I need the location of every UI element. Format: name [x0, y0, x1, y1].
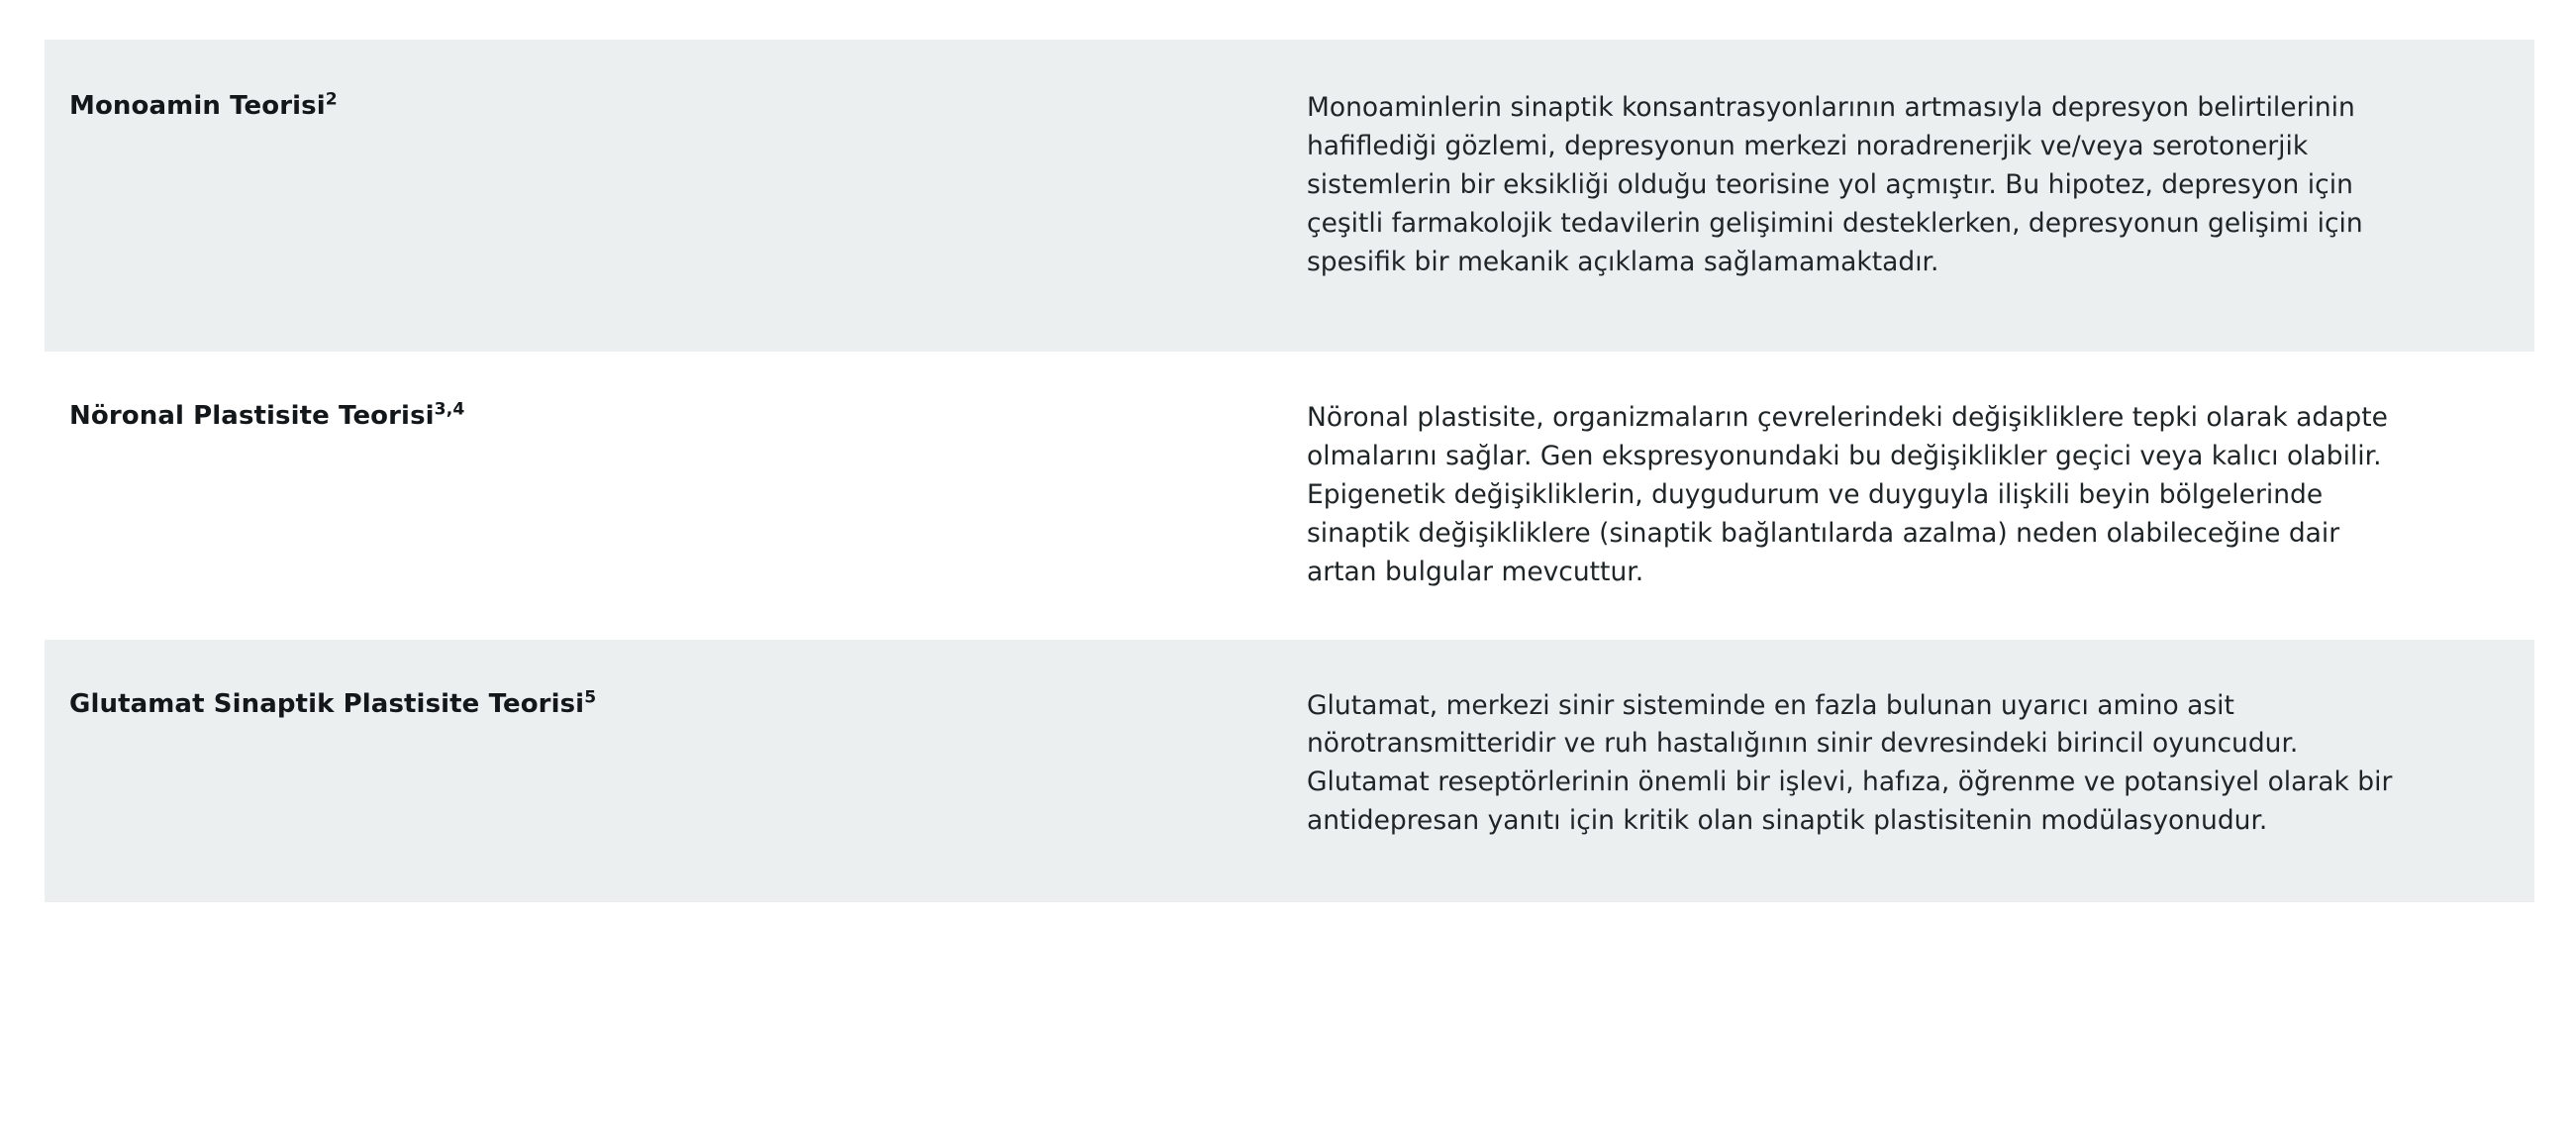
term-superscript: 5	[584, 686, 597, 707]
table-cell-term	[45, 40, 1307, 193]
term-superscript: 2	[325, 89, 338, 110]
table-cell-description: Monoaminlerin sinaptik konsantrasyonlarının artmasıyla depresyon belirtilerinin hafiflediği gözlemi, depresyonun merkezi noradrenerjik ve/veya serotonerjik sistemlerin bir eksikliği olduğu teorisine yol açmıştır. Bu hipotez, depresyon için çeşitli farmakolojik tedavilerin gelişimini desteklerken, depresyonun gelişimi için spesifik bir mekanik açıklama sağlamamaktadır.	[1307, 92, 2363, 277]
table-row	[45, 352, 2534, 640]
table-cell-term	[45, 352, 1307, 481]
table-row	[45, 40, 2534, 352]
table-row	[45, 640, 2534, 903]
term-label: Monoamin Teorisi	[69, 91, 326, 121]
table-cell-description: Glutamat, merkezi sinir sisteminde en fazla bulunan uyarıcı amino asit nörotransmitteridir ve ruh hastalığının sinir devresindeki birincil oyuncudur. Glutamat reseptörlerinin önemli bir işlevi, hafıza, öğrenme ve potansiyel olarak bir antidepresan yanıtı için kritik olan sinaptik plastisitenin modülasyonudur.	[1307, 689, 2393, 837]
term-label: Nöronal Plastisite Teorisi	[69, 400, 435, 431]
table-cell-description: Nöronal plastisite, organizmaların çevrelerindeki değişikliklere tepki olarak adapte olmalarını sağlar. Gen ekspresyonundaki bu değişiklikler geçici veya kalıcı olabilir. Epigenetik değişikliklerin, duygudurum ve duyguyla ilişkili beyin bölgelerinde sinaptik değişikliklere (sinaptik bağlantılarda azalma) neden olabileceğine dair artan bulgular mevcuttur.	[1307, 401, 2388, 587]
term-label: Glutamat Sinaptik Plastisite Teorisi	[69, 688, 585, 719]
table-cell-term	[45, 640, 1307, 783]
term-superscript: 3,4	[434, 399, 465, 420]
theories-table	[45, 40, 2534, 902]
